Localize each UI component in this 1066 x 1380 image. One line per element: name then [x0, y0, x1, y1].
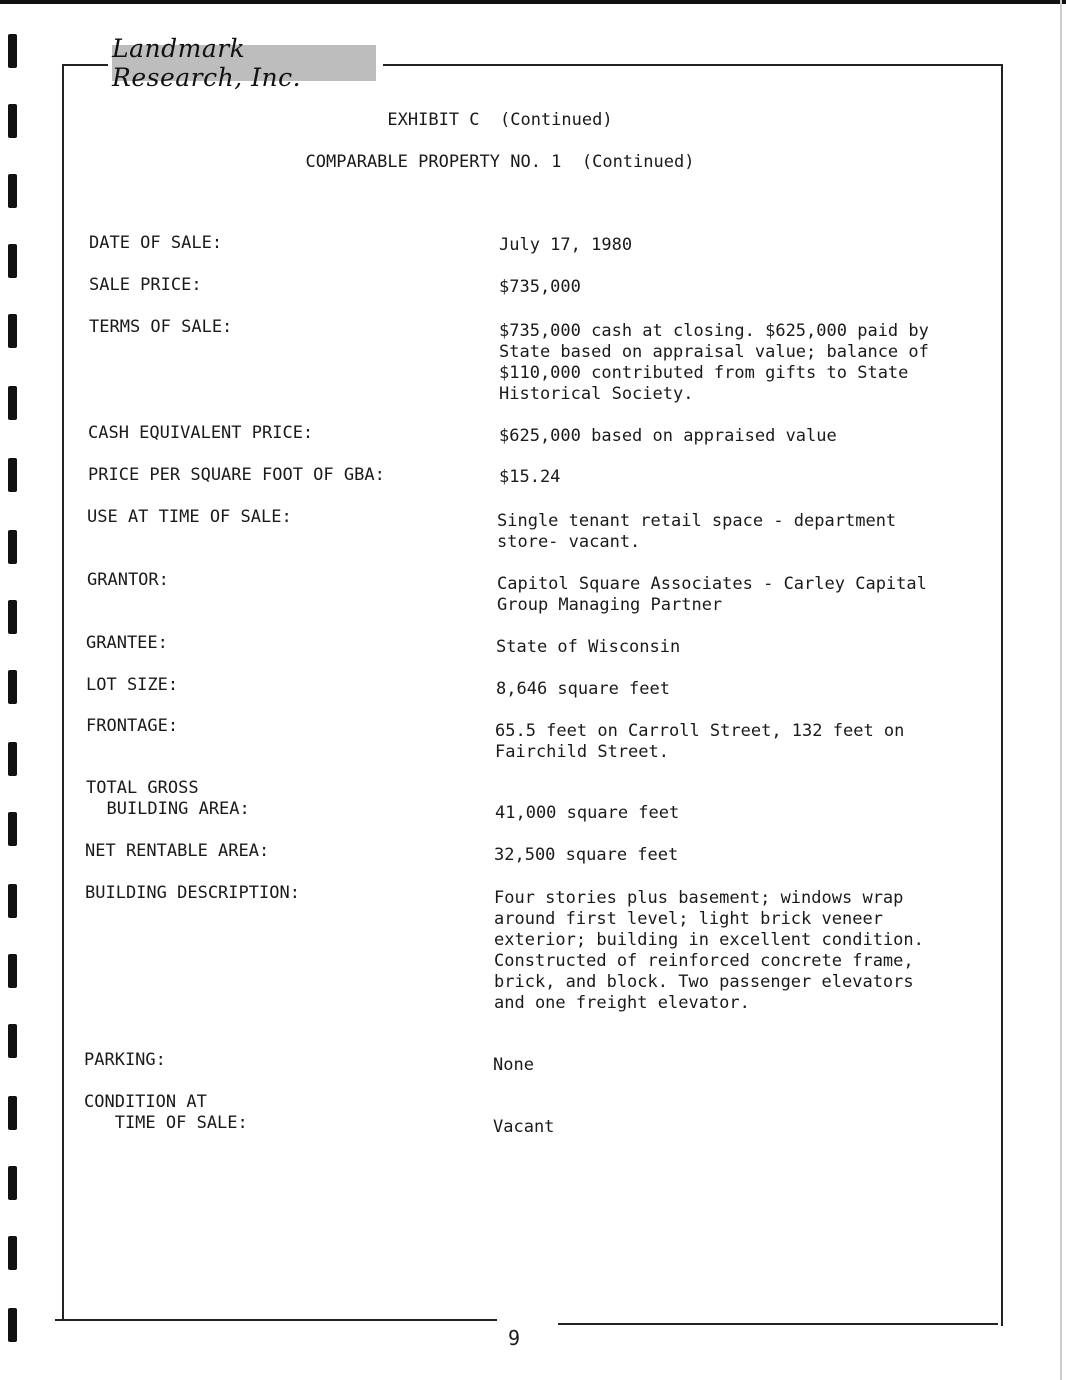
field-value-total-gross-building-area: 41,000 square feet — [495, 803, 680, 823]
field-label-total-gross-building-area: TOTAL GROSS BUILDING AREA: — [86, 778, 250, 819]
punch-hole — [8, 884, 17, 918]
page-top-edge — [0, 0, 1066, 4]
frame-line — [558, 1323, 998, 1325]
page-right-edge — [1060, 0, 1062, 1380]
punch-hole — [8, 1166, 17, 1200]
frame-line — [62, 64, 64, 1320]
exhibit-title: EXHIBIT C (Continued) — [387, 110, 613, 130]
punch-hole — [8, 670, 17, 704]
punch-hole — [8, 244, 17, 278]
field-label-terms-of-sale: TERMS OF SALE: — [89, 317, 233, 337]
field-value-terms-of-sale: $735,000 cash at closing. $625,000 paid by State based on appraisal value; balance of $110,000 contributed from gifts to State Historical Society. — [499, 321, 929, 404]
field-label-building-description: BUILDING DESCRIPTION: — [85, 883, 300, 903]
field-value-grantor: Capitol Square Associates - Carley Capital Group Managing Partner — [497, 574, 927, 615]
field-value-net-rentable-area: 32,500 square feet — [494, 845, 679, 865]
field-label-date-of-sale: DATE OF SALE: — [89, 233, 223, 253]
field-label-sale-price: SALE PRICE: — [89, 275, 202, 295]
field-value-price-per-sqft: $15.24 — [499, 467, 561, 487]
field-label-grantee: GRANTEE: — [86, 633, 168, 653]
punch-hole — [8, 1236, 17, 1270]
field-label-frontage: FRONTAGE: — [86, 716, 179, 736]
field-value-frontage: 65.5 feet on Carroll Street, 132 feet on Fairchild Street. — [495, 721, 905, 762]
field-label-cash-equivalent-price: CASH EQUIVALENT PRICE: — [88, 423, 314, 443]
field-value-condition-at-time-of-sale: Vacant — [493, 1117, 555, 1137]
punch-hole — [8, 314, 17, 348]
field-value-parking: None — [493, 1055, 534, 1075]
punch-hole — [8, 1308, 17, 1342]
field-label-net-rentable-area: NET RENTABLE AREA: — [85, 841, 270, 861]
punch-hole — [8, 954, 17, 988]
field-value-sale-price: $735,000 — [499, 277, 581, 297]
field-value-lot-size: 8,646 square feet — [496, 679, 670, 699]
field-label-condition-at-time-of-sale: CONDITION AT TIME OF SALE: — [84, 1092, 248, 1133]
field-value-use-at-time-of-sale: Single tenant retail space - department store- vacant. — [497, 511, 897, 552]
field-label-use-at-time-of-sale: USE AT TIME OF SALE: — [87, 507, 292, 527]
field-value-date-of-sale: July 17, 1980 — [499, 235, 633, 255]
punch-hole — [8, 530, 17, 564]
frame-line — [1001, 64, 1003, 1326]
punch-hole — [8, 600, 17, 634]
page-number: 9 — [508, 1326, 521, 1350]
field-value-grantee: State of Wisconsin — [496, 637, 681, 657]
punch-hole — [8, 386, 17, 420]
field-label-price-per-sqft: PRICE PER SQUARE FOOT OF GBA: — [88, 465, 385, 485]
field-value-cash-equivalent-price: $625,000 based on appraised value — [499, 426, 837, 446]
frame-line — [383, 64, 1003, 66]
frame-line — [55, 1319, 497, 1321]
company-logo: Landmark Research, Inc. — [112, 45, 376, 81]
field-value-building-description: Four stories plus basement; windows wrap around first level; light brick veneer exterior; building in excellent condition. Constructed of reinforced concrete frame, brick, and block. Two passenger elevators and one freight elevator. — [494, 888, 924, 1013]
punch-hole — [8, 174, 17, 208]
frame-line — [62, 64, 108, 66]
exhibit-subtitle: COMPARABLE PROPERTY NO. 1 (Continued) — [305, 152, 695, 172]
field-label-parking: PARKING: — [84, 1050, 166, 1070]
field-label-grantor: GRANTOR: — [87, 570, 169, 590]
punch-hole — [8, 1096, 17, 1130]
punch-hole — [8, 1024, 17, 1058]
punch-hole — [8, 812, 17, 846]
punch-hole — [8, 34, 17, 68]
field-label-lot-size: LOT SIZE: — [86, 675, 179, 695]
punch-hole — [8, 458, 17, 492]
punch-hole — [8, 742, 17, 776]
